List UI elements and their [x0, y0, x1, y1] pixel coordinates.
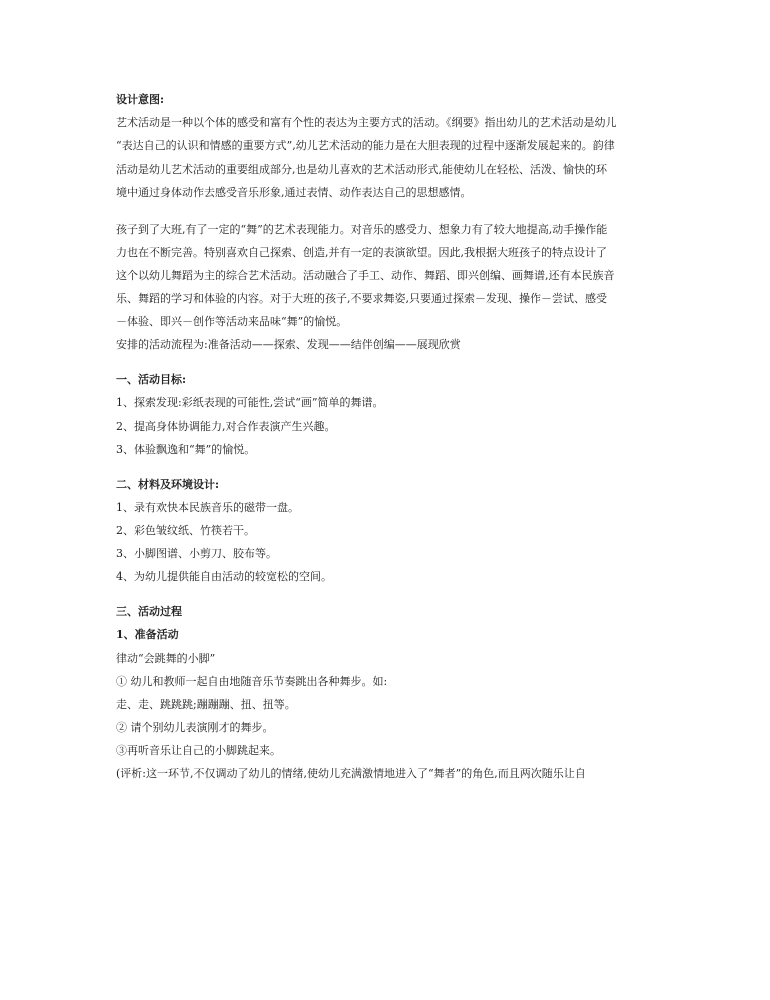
paragraph-line: 孩子到了大班,有了一定的“舞”的艺术表现能力。对音乐的感受力、想象力有了较大地提高,动手操作能 — [116, 222, 608, 236]
list-item: 4、为幼儿提供能自由活动的较宽松的空间。 — [116, 570, 332, 584]
paragraph-line: 这个以幼儿舞蹈为主的综合艺术活动。活动融合了手工、动作、舞蹈、即兴创编、画舞谱,还有本民族音 — [116, 268, 615, 282]
spacer — [116, 357, 656, 369]
document-page — [116, 88, 656, 786]
goals-list — [116, 391, 656, 461]
paragraph-line: 艺术活动是一种以个体的感受和富有个性的表达为主要方式的活动。《纲要》指出幼儿的艺术活动是幼儿 — [116, 116, 617, 130]
second-paragraph — [116, 218, 656, 334]
design-intent-heading: 设计意图: — [116, 93, 165, 106]
list-item: 1、录有欢快本民族音乐的磁带一盘。 — [116, 500, 299, 514]
paragraph-line: 律动“会跳舞的小脚” — [116, 651, 216, 665]
list-item: 3、体验飘逸和“舞”的愉悦。 — [116, 442, 256, 456]
activity-flow-line: 安排的活动流程为:准备活动——探索、发现——结伴创编——展现欣赏 — [116, 338, 461, 352]
intro-paragraph — [116, 111, 656, 204]
spacer — [116, 589, 656, 601]
prep-activity-heading: 1、准备活动 — [116, 628, 179, 642]
paragraph-line: 走、走、跳跳跳;蹦蹦蹦、扭、扭等。 — [116, 697, 296, 711]
list-item: 1、探索发现:彩纸表现的可能性,尝试“画”简单的舞谱。 — [116, 396, 384, 410]
list-item: 2、彩色皱纹纸、竹筷若干。 — [116, 523, 255, 537]
paragraph-line: (评析:这一环节,不仅调动了幼儿的情绪,使幼儿充满激情地进入了“舞者”的角色,而且两次随乐让自 — [116, 767, 586, 781]
materials-heading: 二、材料及环境设计: — [116, 477, 220, 491]
paragraph-line: 乐、舞蹈的学习和体验的内容。对于大班的孩子,不要求舞姿,只要通过探索－发现、操作－尝试、感受 — [116, 292, 607, 306]
list-item: 3、小脚图谱、小剪刀、胶布等。 — [116, 547, 277, 561]
paragraph-line: ③再听音乐让自己的小脚跳起来。 — [116, 744, 281, 758]
process-content — [116, 647, 656, 786]
paragraph-line: ② 请个别幼儿表演刚才的舞步。 — [116, 721, 274, 735]
paragraph-line: 力也在不断完善。特别喜欢自己探索、创造,并有一定的表演欲望。因此,我根据大班孩子的特点设计了 — [116, 245, 607, 259]
list-item: 2、提高身体协调能力,对合作表演产生兴趣。 — [116, 419, 336, 433]
paragraph-line: 境中通过身体动作去感受音乐形象,通过表情、动作表达自己的思想感情。 — [116, 185, 472, 199]
paragraph-line: －体验、即兴－创作等活动来品味“舞”的愉悦。 — [116, 315, 348, 329]
paragraph-line: 活动是幼儿艺术活动的重要组成部分,也是幼儿喜欢的艺术活动形式,能使幼儿在轻松、活泼、愉快的环 — [116, 162, 607, 176]
materials-list — [116, 496, 656, 589]
paragraph-line: “表达自己的认识和情感的重要方式”,幼儿艺术活动的能力是在大胆表现的过程中逐渐发展起来的。韵律 — [116, 139, 615, 153]
paragraph-line: ① 幼儿和教师一起自由地随音乐节奏跳出各种舞步。如: — [116, 674, 388, 688]
goals-heading: 一、活动目标: — [116, 373, 187, 387]
spacer — [116, 204, 656, 218]
process-heading: 三、活动过程 — [116, 605, 182, 619]
spacer — [116, 461, 656, 473]
